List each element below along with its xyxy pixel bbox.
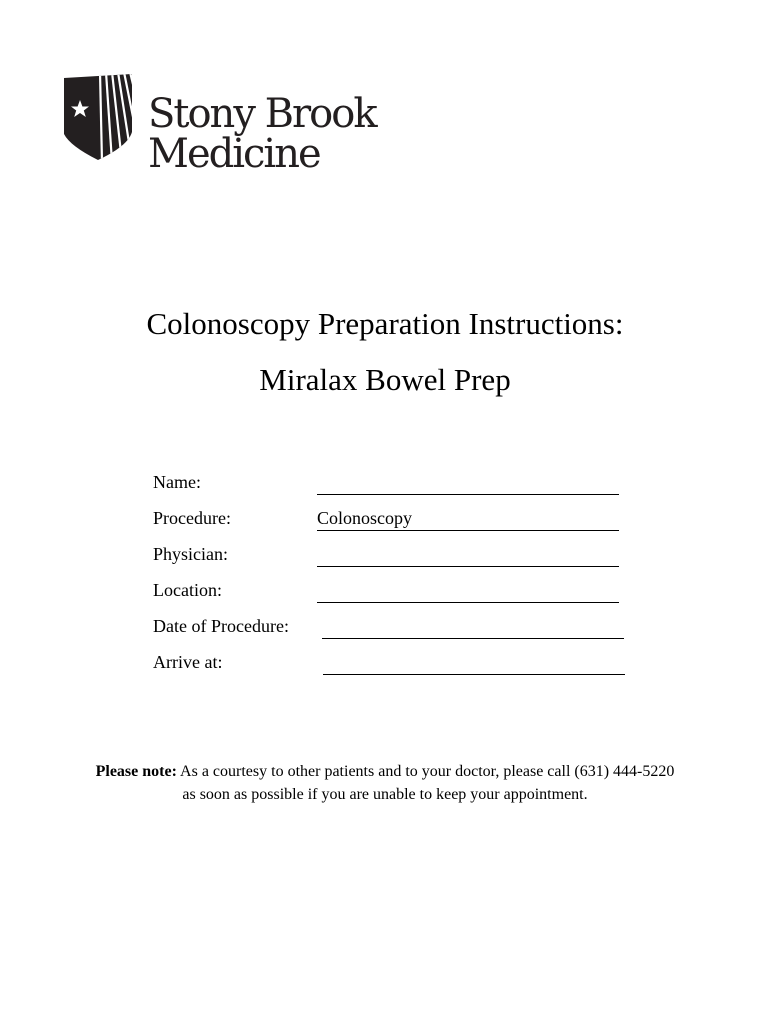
procedure-value: Colonoscopy	[317, 508, 413, 528]
location-label: Location:	[153, 580, 222, 600]
date-of-procedure-row	[153, 616, 633, 652]
procedure-label: Procedure:	[153, 508, 231, 528]
date-of-procedure-label: Date of Procedure:	[153, 616, 289, 636]
arrive-at-row	[153, 652, 633, 688]
procedure-row	[153, 508, 633, 544]
physician-label: Physician:	[153, 544, 228, 564]
physician-field[interactable]	[317, 544, 619, 567]
name-row	[153, 472, 633, 508]
stony-brook-medicine-logo	[62, 72, 382, 182]
logo-line-1: Stony Brook	[148, 91, 376, 137]
date-of-procedure-field[interactable]	[322, 616, 624, 639]
procedure-field[interactable]	[317, 508, 619, 531]
physician-row	[153, 544, 633, 580]
shield-star-icon	[62, 72, 134, 160]
name-field[interactable]	[317, 472, 619, 495]
please-note-text-1: As a courtesy to other patients and to your doctor, please call (631) 444-5220	[180, 763, 675, 780]
location-field[interactable]	[317, 580, 619, 603]
patient-info-form	[153, 472, 633, 688]
please-note-label: Please note:	[95, 763, 177, 780]
please-note-paragraph	[0, 760, 770, 806]
please-note-text-2: as soon as possible if you are unable to keep your appointment.	[182, 786, 588, 803]
name-label: Name:	[153, 472, 201, 492]
location-row	[153, 580, 633, 616]
arrive-at-label: Arrive at:	[153, 652, 223, 672]
document-title: Colonoscopy Preparation Instructions:	[146, 306, 624, 341]
logo-wordmark	[148, 91, 376, 177]
arrive-at-field[interactable]	[323, 652, 625, 675]
document-subtitle: Miralax Bowel Prep	[259, 362, 511, 397]
logo-line-2: Medicine	[148, 131, 320, 177]
